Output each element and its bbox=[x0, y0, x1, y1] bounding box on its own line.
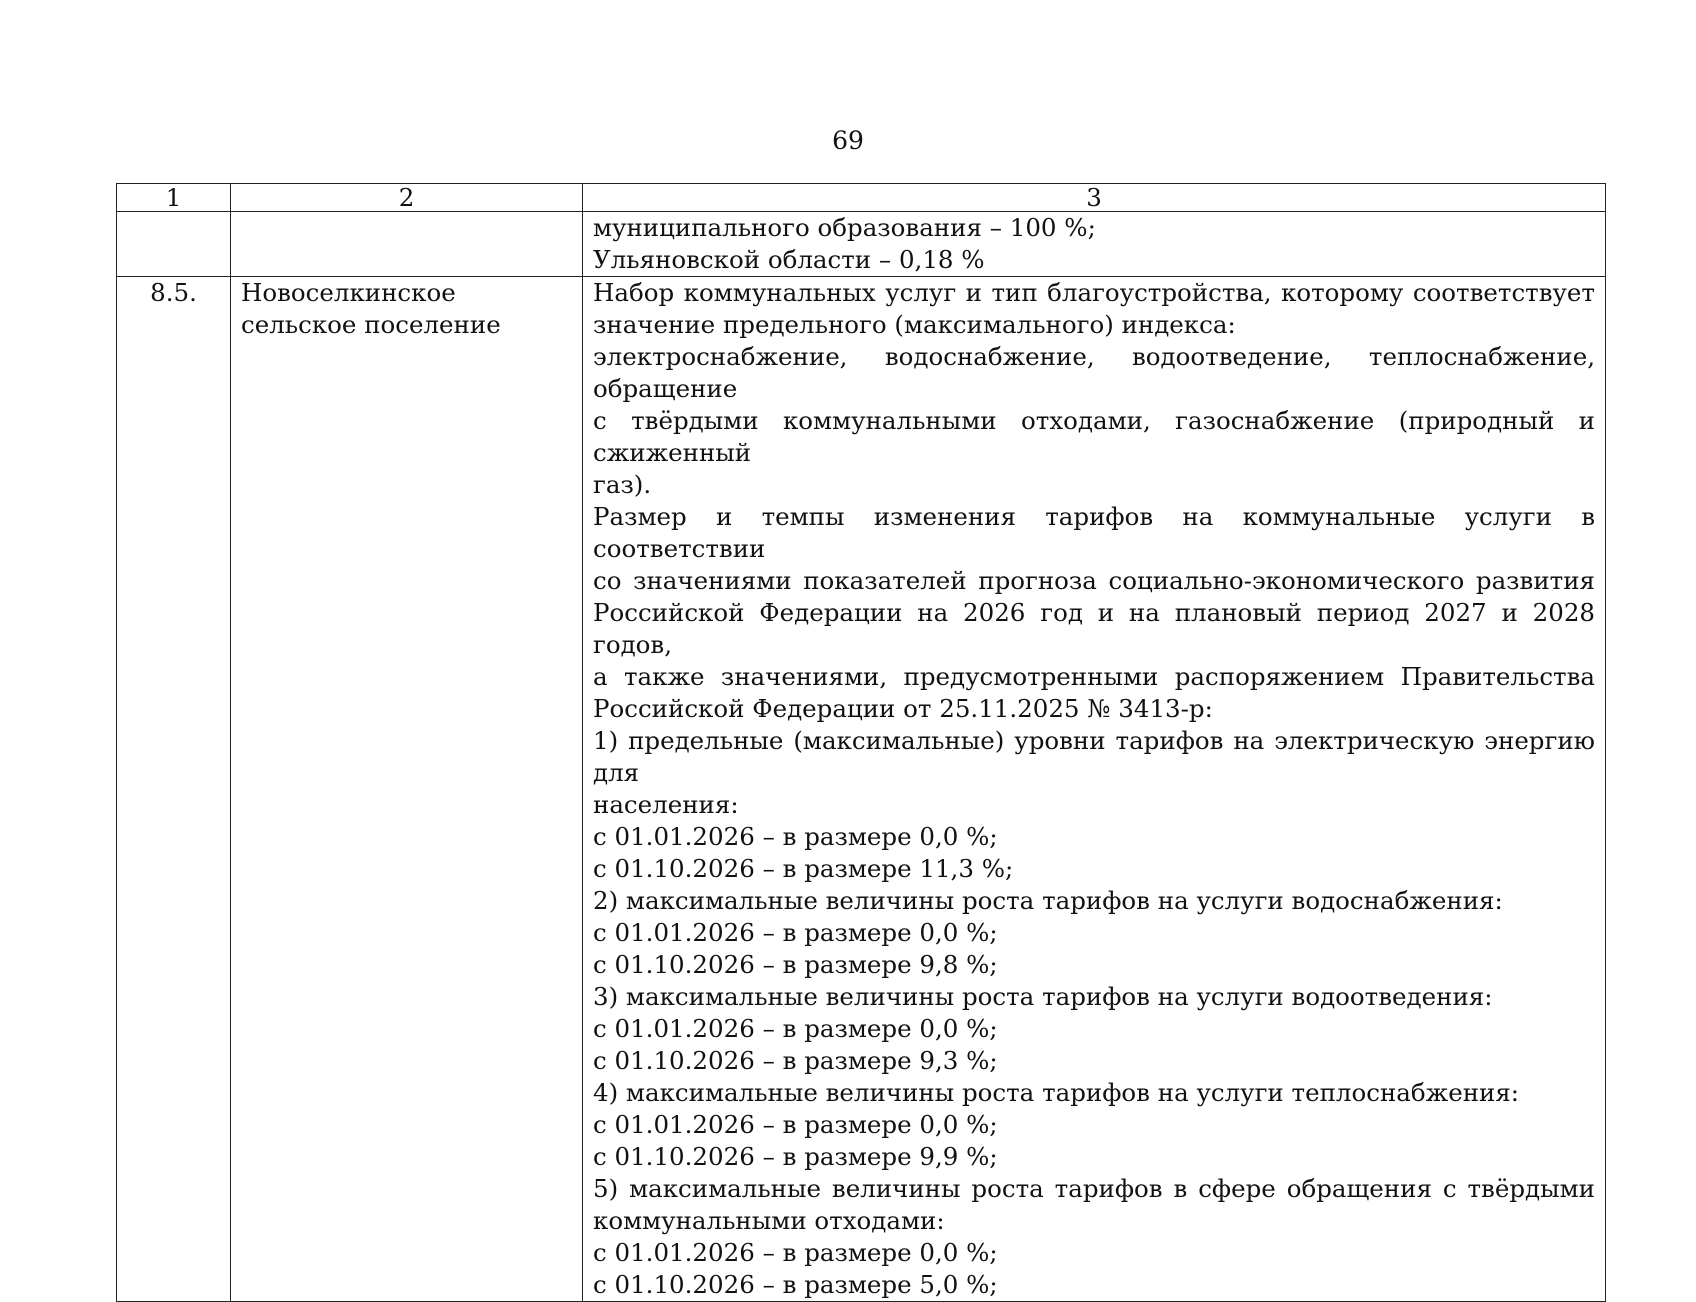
table-row-8-5 bbox=[117, 277, 1606, 1302]
settlement-name-line: сельское поселение bbox=[241, 310, 501, 339]
content-line: газ). bbox=[593, 470, 652, 499]
content-line: с 01.01.2026 – в размере 0,0 %; bbox=[593, 918, 998, 947]
content-line: а также значениями, предусмотренными распоряжением Правительства bbox=[593, 662, 1595, 691]
content-line: 1) предельные (максимальные) уровни тарифов на электрическую энергию для bbox=[593, 726, 1595, 787]
content-line: с 01.10.2026 – в размере 9,8 %; bbox=[593, 950, 998, 979]
content-line: 4) максимальные величины роста тарифов на услуги теплоснабжения: bbox=[593, 1078, 1520, 1107]
content-line: населения: bbox=[593, 790, 739, 819]
content-line: Набор коммунальных услуг и тип благоустройства, которому соответствует bbox=[593, 278, 1595, 307]
content-line: с 01.10.2026 – в размере 11,3 %; bbox=[593, 854, 1014, 883]
content-line: Российской Федерации от 25.11.2025 № 3413-р: bbox=[593, 694, 1213, 723]
continuation-row bbox=[117, 212, 1606, 277]
content-line: 3) максимальные величины роста тарифов на услуги водоотведения: bbox=[593, 982, 1493, 1011]
header-col-1: 1 bbox=[117, 184, 231, 212]
continuation-num-cell bbox=[117, 212, 231, 277]
continuation-line: Ульяновской области – 0,18 % bbox=[593, 245, 985, 274]
page-number: 69 bbox=[832, 126, 864, 155]
content-line: коммунальными отходами: bbox=[593, 1206, 945, 1235]
content-line: с твёрдыми коммунальными отходами, газоснабжение (природный и сжиженный bbox=[593, 406, 1595, 467]
tariff-table bbox=[116, 183, 1606, 1302]
content-line: электроснабжение, водоснабжение, водоотведение, теплоснабжение, обращение bbox=[593, 342, 1595, 403]
row-number: 8.5. bbox=[117, 277, 231, 1302]
content-line: Российской Федерации на 2026 год и на плановый период 2027 и 2028 годов, bbox=[593, 598, 1595, 659]
continuation-line: муниципального образования – 100 %; bbox=[593, 213, 1096, 242]
content-line: с 01.01.2026 – в размере 0,0 %; bbox=[593, 1014, 998, 1043]
continuation-name-cell bbox=[231, 212, 583, 277]
content-line: с 01.01.2026 – в размере 0,0 %; bbox=[593, 822, 998, 851]
content-line: 2) максимальные величины роста тарифов на услуги водоснабжения: bbox=[593, 886, 1503, 915]
tariff-content-cell bbox=[583, 277, 1606, 1302]
header-col-2: 2 bbox=[231, 184, 583, 212]
settlement-name-cell bbox=[231, 277, 583, 1302]
settlement-name-line: Новоселкинское bbox=[241, 278, 456, 307]
table-header-row bbox=[117, 184, 1606, 212]
header-col-3: 3 bbox=[583, 184, 1606, 212]
content-line: с 01.10.2026 – в размере 5,0 %; bbox=[593, 1270, 998, 1299]
content-line: с 01.10.2026 – в размере 9,9 %; bbox=[593, 1142, 998, 1171]
content-line: 5) максимальные величины роста тарифов в сфере обращения с твёрдыми bbox=[593, 1174, 1595, 1203]
content-line: с 01.01.2026 – в размере 0,0 %; bbox=[593, 1110, 998, 1139]
content-line: со значениями показателей прогноза социально-экономического развития bbox=[593, 566, 1595, 595]
content-line: значение предельного (максимального) индекса: bbox=[593, 310, 1236, 339]
continuation-content-cell bbox=[583, 212, 1606, 277]
content-line: с 01.10.2026 – в размере 9,3 %; bbox=[593, 1046, 998, 1075]
content-line: с 01.01.2026 – в размере 0,0 %; bbox=[593, 1238, 998, 1267]
content-line: Размер и темпы изменения тарифов на коммунальные услуги в соответствии bbox=[593, 502, 1595, 563]
